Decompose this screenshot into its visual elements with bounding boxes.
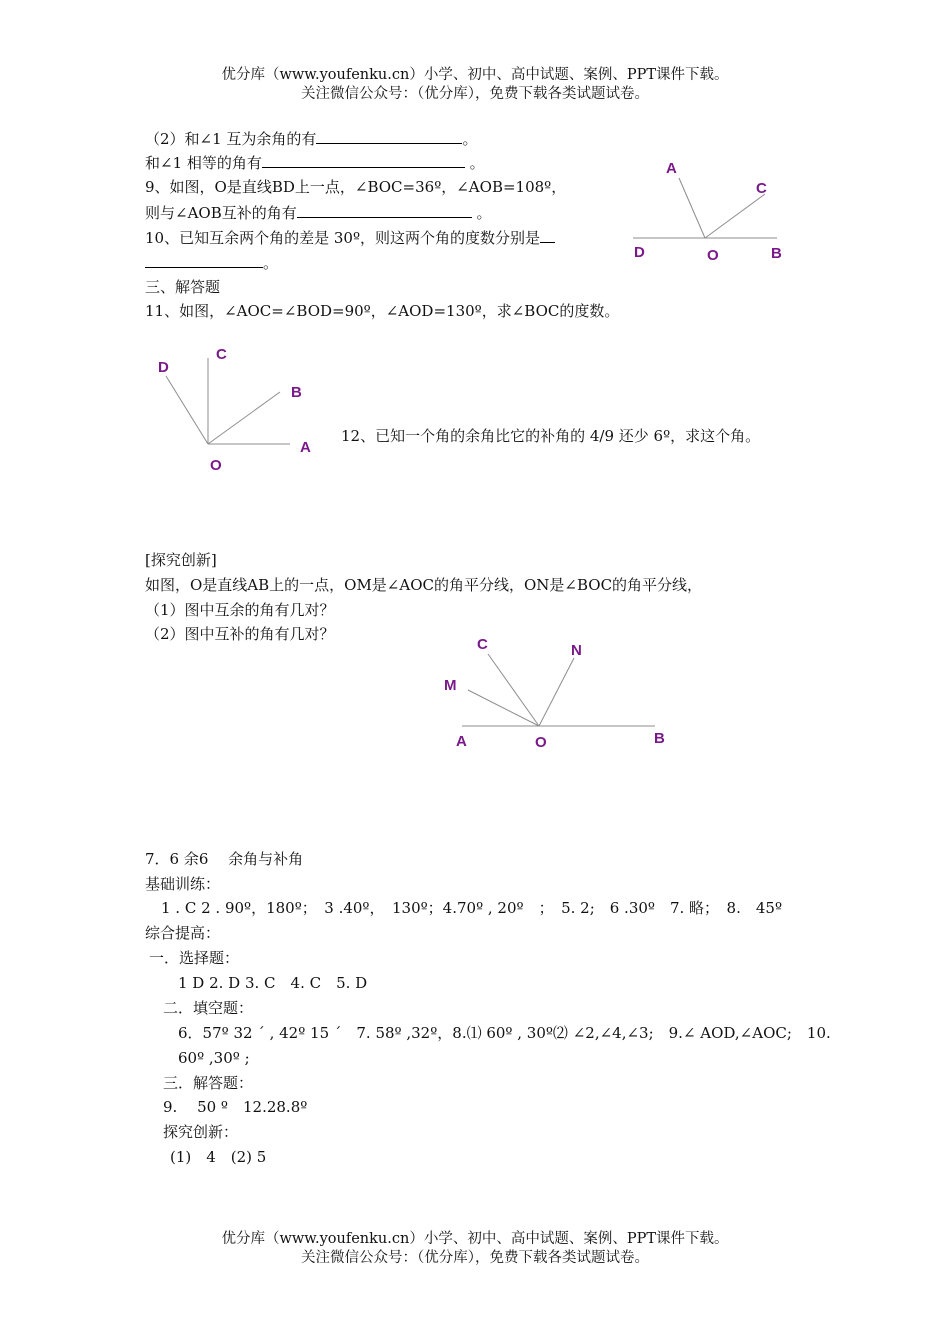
question-10: 10、已知互余两个角的差是 30º，则这两个角的度数分别是 [145,227,555,248]
answers-fill-label: 二．填空题： [163,999,254,1017]
footer-line-2: 关注微信公众号：（优分库），免费下载各类试题试卷。 [301,1250,649,1266]
explore-title: [探究创新] [145,551,217,569]
section-3-title: 三、解答题 [145,278,221,296]
answers-comprehensive-label: 综合提高： [145,924,221,942]
label-c: C [216,346,227,363]
question-11: 11、如图，∠AOC=∠BOD=90º，∠AOD=130º，求∠BOC的度数。 [145,302,620,320]
answers-explore: (1) 4 (2) 5 [170,1148,267,1166]
ray-oa [679,178,705,238]
question-10-continued: 。 [145,252,278,273]
question-9-blank-line: 则与∠AOB互补的角有 。 [145,204,492,222]
explore-question-2: （2）图中互补的角有几对？ [145,625,335,643]
ray-om [468,690,539,726]
answers-choice-label: 一．选择题： [149,949,240,967]
ray-od [166,376,208,444]
question-8-2-complement: （2）和∠1 互为余角的有 。 [145,130,478,148]
answer-blank[interactable] [316,128,462,144]
label-o: O [707,247,719,264]
answers-title: 7．6 余6 余角与补角 [145,850,304,868]
explore-text: 如图，O是直线AB上的一点，OM是∠AOC的角平分线，ON是∠BOC的角平分线， [145,576,703,594]
answer-blank[interactable] [262,152,465,168]
page-footer [0,1230,950,1268]
question-8-2-equal: 和∠1 相等的角有 。 [145,154,485,172]
figure-q11 [150,340,320,480]
explore-question-1: （1）图中互余的角有几对？ [145,601,335,619]
figure-q9 [625,150,795,270]
header-line-2: 关注微信公众号：（优分库），免费下载各类试题试卷。 [301,86,649,102]
label-d: D [158,359,169,376]
label-d: D [634,244,645,261]
ray-on [539,658,574,726]
label-b: B [771,245,782,262]
label-n: N [571,642,582,659]
label-c: C [756,180,767,197]
figure-explore [440,630,680,760]
answers-solve-label: 三．解答题： [163,1074,254,1092]
label-a: A [666,160,677,177]
answer-blank[interactable] [297,202,472,218]
answers-basic-label: 基础训练： [145,875,221,893]
page-header [0,66,950,104]
ray-ob [208,392,280,444]
answers-fill-line-2: 60º ,30º ; [178,1049,250,1067]
footer-line-1: 优分库（www.youfenku.cn）小学、初中、高中试题、案例、PPT课件下载。 [221,1231,729,1247]
answers-explore-label: 探究创新： [163,1123,239,1141]
answers-solve: 9. 50 º 12.28.8º [163,1098,308,1116]
answers-fill-line-1: 6．57º 32 ´ , 42º 15 ´ 7. 58º ,32º，8.⑴ 60º , 30º⑵ ∠2,∠4,∠3; 9.∠ AOD,∠AOC; 10. [178,1024,831,1042]
header-line-1: 优分库（www.youfenku.cn）小学、初中、高中试题、案例、PPT课件下载。 [221,67,729,83]
label-a: A [456,733,467,750]
label-o: O [210,457,222,474]
label-b: B [291,384,302,401]
answer-blank[interactable] [145,252,263,268]
figure-q11-svg [150,340,320,480]
label-b: B [654,730,665,747]
figure-explore-svg [440,630,680,760]
label-c: C [477,636,488,653]
label-m: M [444,677,457,694]
question-12: 12、已知一个角的余角比它的补角的 4/9 还少 6º，求这个角。 [341,427,761,445]
ray-oc [705,194,765,238]
answer-blank[interactable] [540,227,555,243]
question-9: 9、如图，O是直线BD上一点，∠BOC=36º，∠AOB=108º， [145,178,567,196]
ray-oc [488,654,539,726]
answers-basic: 1 . C 2 . 90º，180º； 3 .40º， 130º；4.70º , 20º ； 5. 2; 6 .30º 7. 略； 8. 45º [161,899,782,917]
label-a: A [300,439,311,456]
answers-choice: 1 D 2. D 3. C 4. C 5. D [178,974,368,992]
label-o: O [535,734,547,751]
figure-q9-svg [625,150,795,270]
